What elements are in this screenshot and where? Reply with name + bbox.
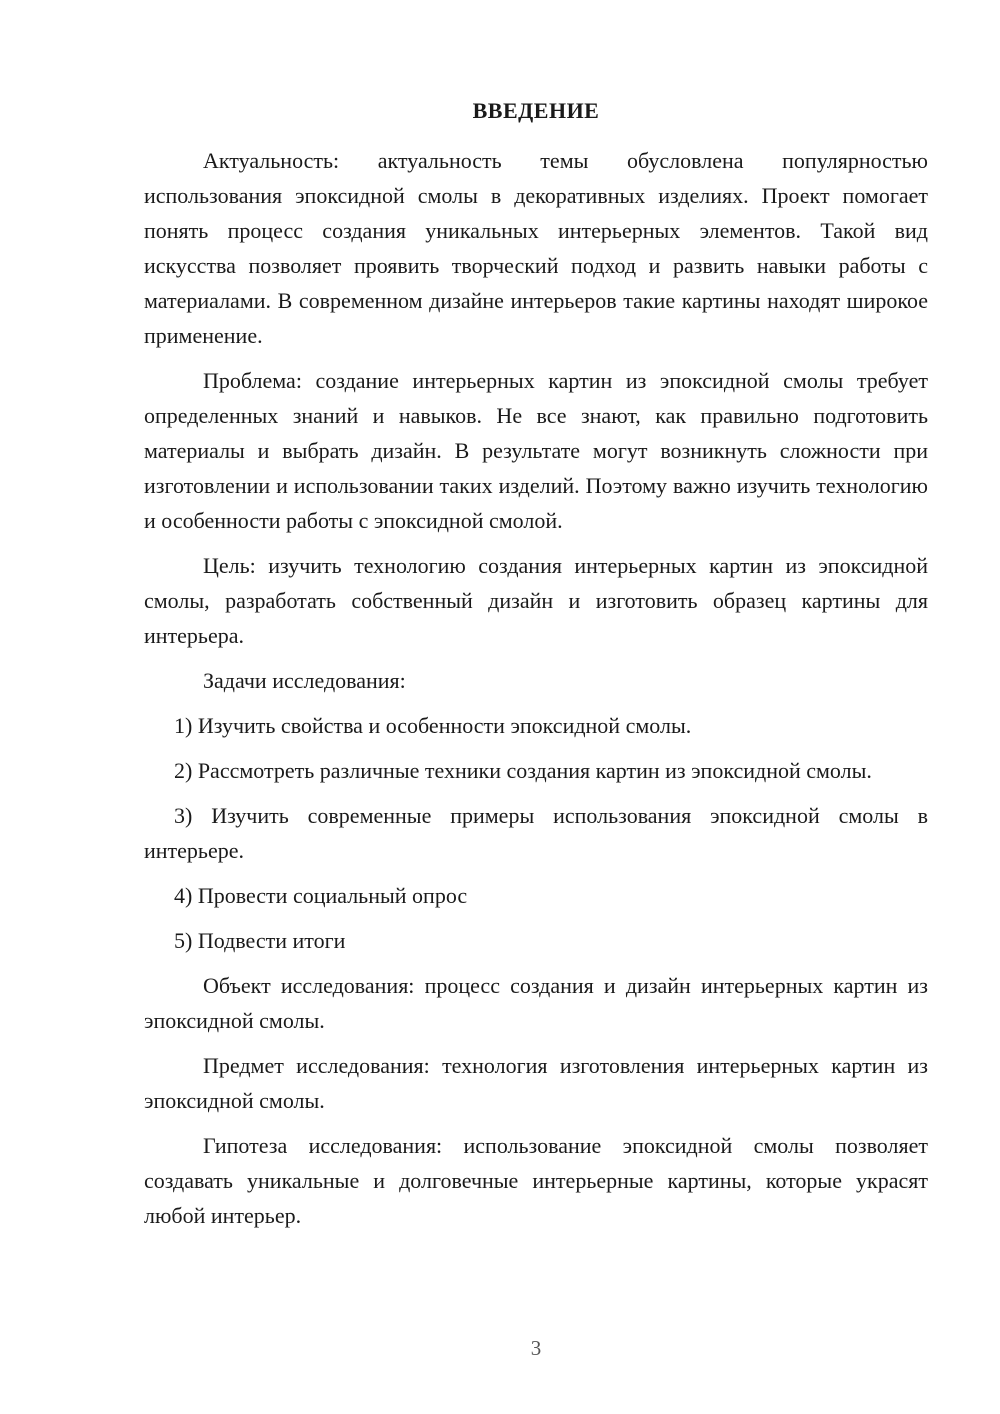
paragraph-goal: Цель: изучить технологию создания интерьерных картин из эпоксидной смолы, разработать собственный дизайн и изготовить образец картины для интерьера. [144,553,928,648]
section-title: ВВЕДЕНИЕ [472,98,600,123]
paragraph-relevance: Актуальность: актуальность темы обусловлена популярностью использования эпоксидной смолы в декоративных изделиях. Проект помогает понять процесс создания уникальных интерьерных элементов. Такой вид искусства позволяет проявить творческий подход и развить навыки работы с материалами. В современном дизайне интерьеров такие картины находят широкое применение. [144,148,928,348]
task-item: 2) Рассмотреть различные техники создания картин из эпоксидной смолы. [174,758,872,783]
task-item: 1) Изучить свойства и особенности эпоксидной смолы. [174,713,692,738]
paragraph-hypothesis: Гипотеза исследования: использование эпоксидной смолы позволяет создавать уникальные и долговечные интерьерные картины, которые украсят любой интерьер. [144,1133,928,1228]
task-item: 3) Изучить современные примеры использования эпоксидной смолы в интерьере. [144,803,928,863]
paragraph-tasks-heading: Задачи исследования: [203,668,406,693]
task-item: 4) Провести социальный опрос [174,883,468,908]
paragraph-subject: Предмет исследования: технология изготовления интерьерных картин из эпоксидной смолы. [144,1053,928,1113]
task-item: 5) Подвести итоги [174,928,346,953]
paragraph-problem: Проблема: создание интерьерных картин из эпоксидной смолы требует определенных знаний и навыков. Не все знают, как правильно подготовить материалы и выбрать дизайн. В результате могут возникнуть сложности при изготовлении и использовании таких изделий. Поэтому важно изучить технологию и особенности работы с эпоксидной смолой. [144,368,928,533]
page-number: 3 [530,1336,542,1360]
paragraph-object: Объект исследования: процесс создания и дизайн интерьерных картин из эпоксидной смолы. [144,973,928,1033]
document-body [144,143,928,1243]
